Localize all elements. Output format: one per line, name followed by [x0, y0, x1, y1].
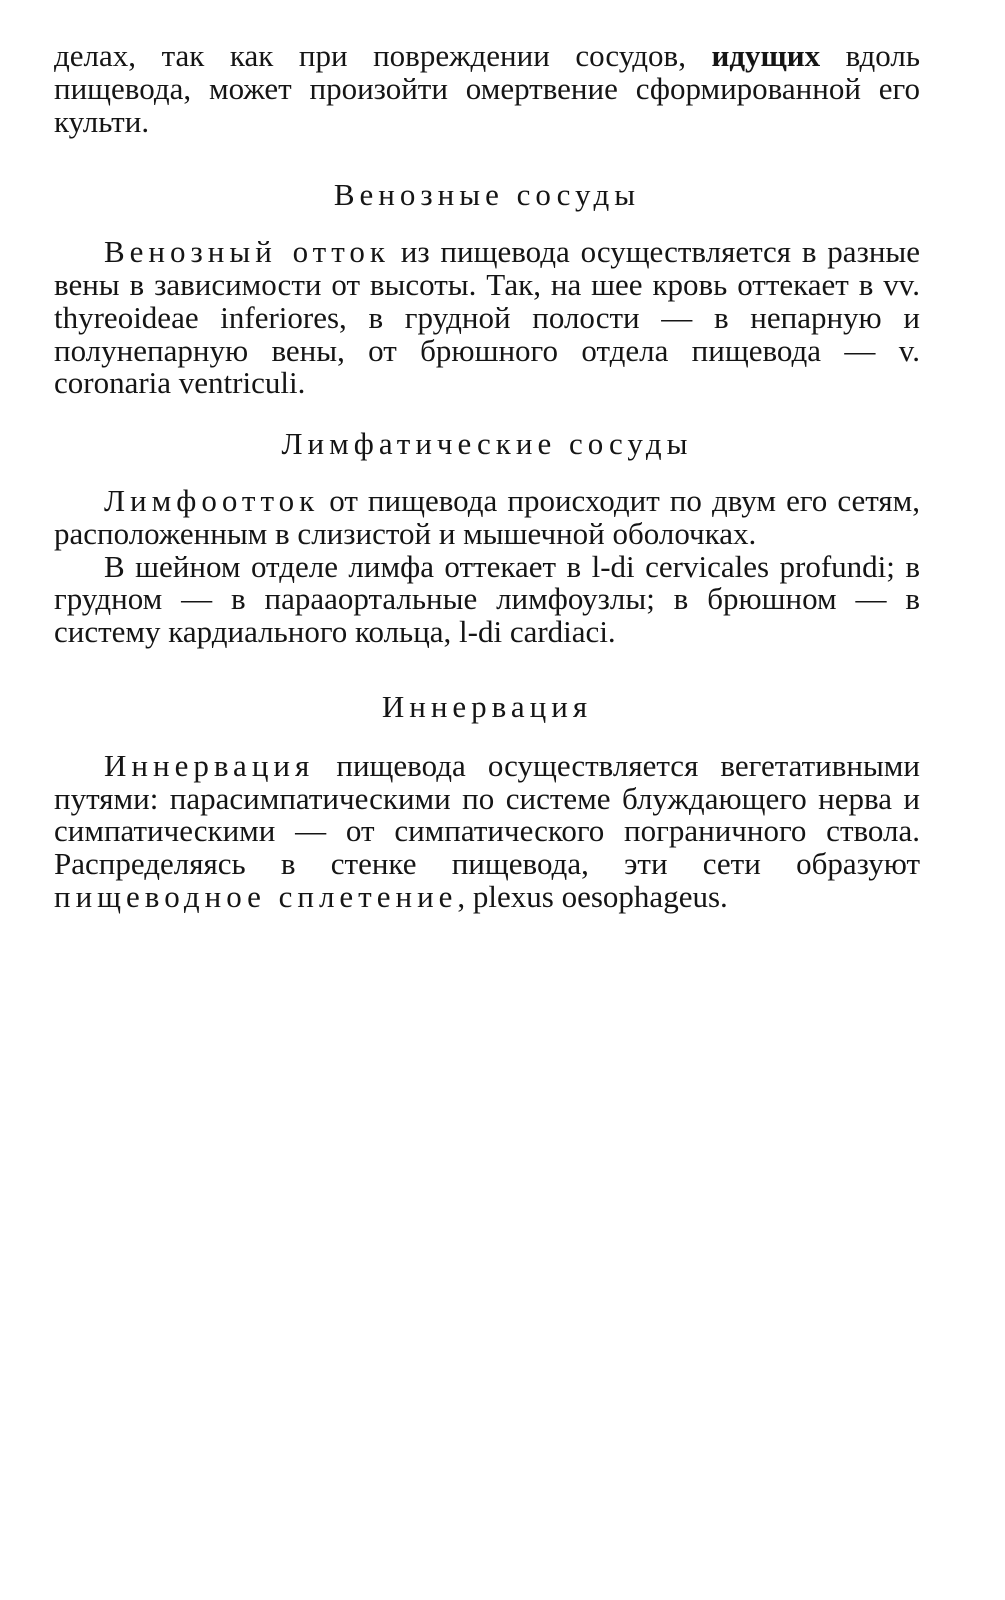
lymph-text: от пищевода происходит по двум его сетям, расположенным в слизистой и мышечной оболочках.: [54, 482, 920, 551]
page-content: [54, 40, 920, 914]
section-heading-venous: Венозные сосуды: [333, 177, 641, 213]
paragraph-venous: [54, 236, 920, 400]
intro-paragraph: [54, 40, 920, 138]
innervation-text-a: пищевода осуществляется вегетативными путями: парасимпатическими по системе блуждающего нерва и симпатическими — от симпатического пограничного ствола. Распределяясь в стенке пищевода, эти сети образуют: [54, 747, 920, 882]
intro-text-1: делах, так как при повреждении сосудов,: [54, 38, 712, 73]
intro-text-2: вдоль пищевода, может произойти омертвение сформированной его культи.: [54, 38, 920, 139]
section-heading-innervation: Иннервация: [381, 688, 593, 724]
paragraph-lymph-2: В шейном отделе лимфа оттекает в l-di cervicales profundi; в грудном — в парааортальные лимфоузлы; в брюшном — в систему кардиального кольца, l-di cardiaci.: [54, 548, 920, 650]
intro-bold-word: идущих: [711, 38, 821, 73]
venous-text: из пищевода осуществляется в разные вены в зависимости от высоты. Так, на шее кровь оттекает в vv. thyreoideae inferiores, в грудной полости — в непарную и полунепарную вены, от брюшного отдела пищевода — v. coronaria ventriculi.: [54, 234, 920, 401]
innervation-lead: Иннервация: [104, 747, 315, 783]
section-heading-lymph: Лимфатические сосуды: [281, 426, 693, 462]
innervation-text-b: , plexus oesophageus.: [457, 878, 728, 914]
lymph-lead: Лимфоотток: [104, 482, 320, 518]
paragraph-innervation: [54, 747, 920, 914]
paragraph-lymph-1: [54, 482, 920, 551]
venous-lead: Венозный отток: [104, 234, 390, 270]
innervation-term: пищеводное сплетение: [54, 878, 458, 914]
